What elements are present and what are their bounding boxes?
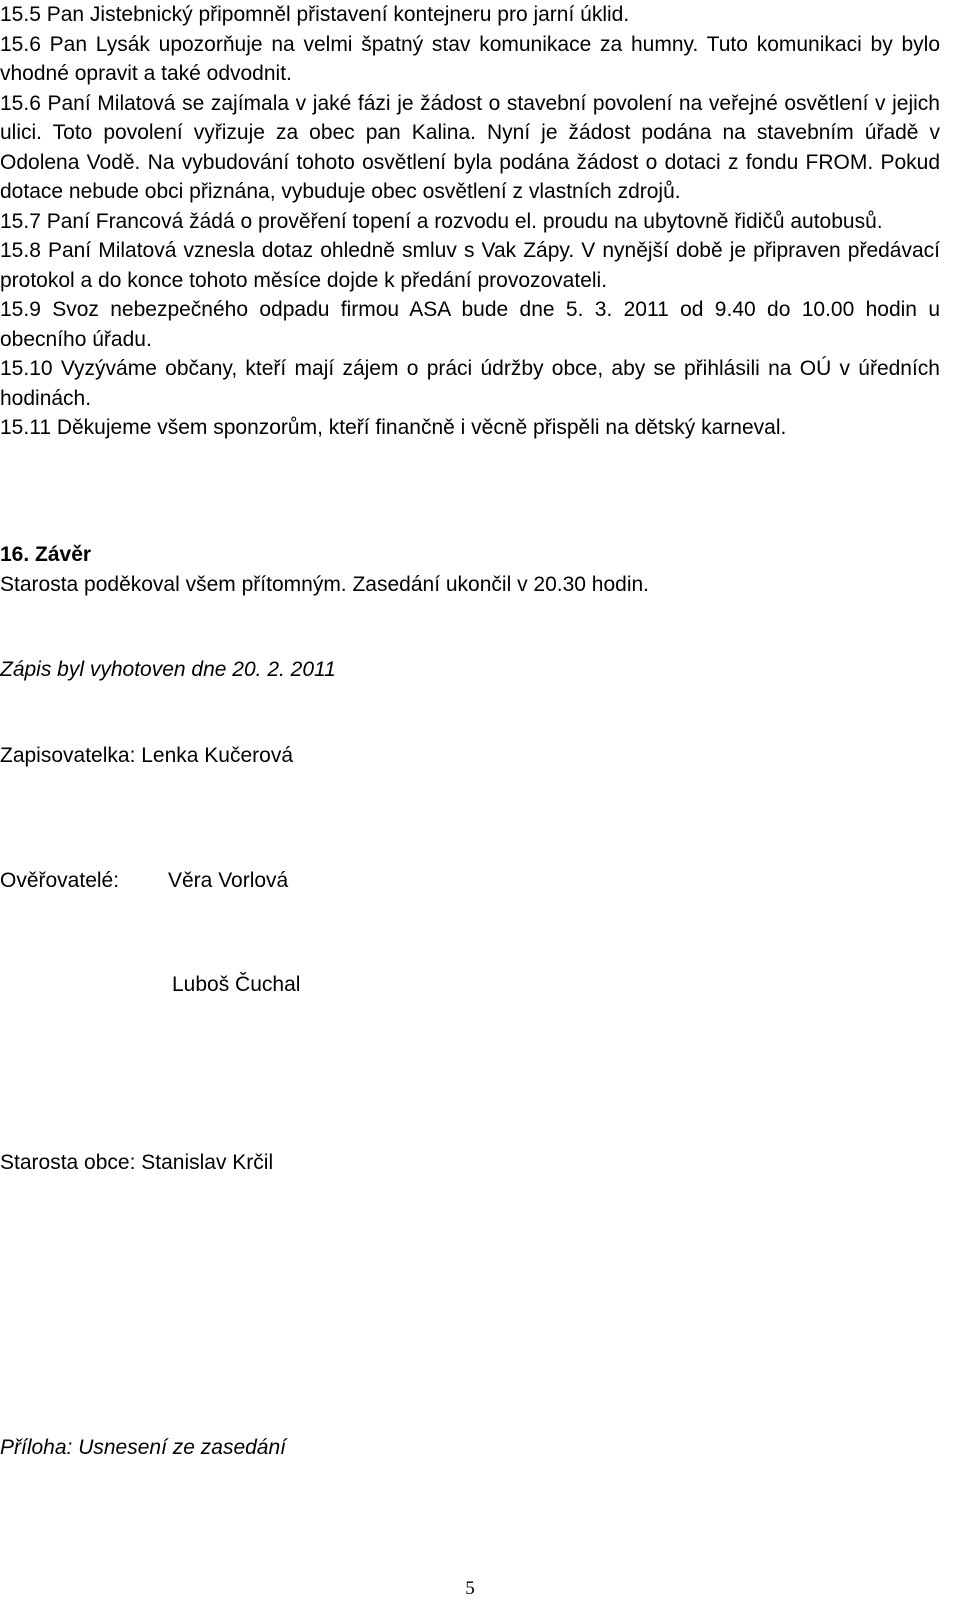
verifier-first: Věra Vorlová — [168, 869, 289, 892]
attachment: Příloha: Usnesení ze zasedání — [0, 1436, 287, 1459]
item-15-6-milatova: 15.6 Paní Milatová se zajímala v jaké fázi je žádost o stavební povolení na veřejné osvětlení v jejich ulici. Toto povolení vyřizuje za obec pan Kalina. Nyní je žádost podána na stavebním úřadě v Odolena Vodě. Na vybudování tohoto osvětlení byla podána žádost o dotaci z fondu FROM. Pokud dotace nebude obci přiznána, vybuduje obec osvětlení z vlastních zdrojů. — [0, 91, 940, 203]
item-15-6-lysak: 15.6 Pan Lysák upozorňuje na velmi špatný stav komunikace za humny. Tuto komunikaci by bylo vhodné opravit a také odvodnit. — [0, 32, 940, 85]
item-15-5: 15.5 Pan Jistebnický připomněl přistavení kontejneru pro jarní úklid. — [0, 3, 630, 26]
item-15-7: 15.7 Paní Francová žádá o prověření topení a rozvodu el. proudu na ubytovně řidičů autobusů. — [0, 209, 883, 233]
minutes-items — [0, 0, 940, 443]
item-15-11: 15.11 Děkujeme všem sponzorům, kteří finančně i věcně přispěli na dětský karneval. — [0, 416, 787, 439]
section-16-heading: 16. Závěr — [0, 543, 92, 566]
item-15-9: 15.9 Svoz nebezpečného odpadu firmou ASA bude dne 5. 3. 2011 od 9.40 do 10.00 hodin u obecního úřadu. — [0, 298, 940, 351]
item-15-10: 15.10 Vyzýváme občany, kteří mají zájem o práci údržby obce, aby se přihlásili na OÚ v úředních hodinách. — [0, 357, 940, 410]
page-number: 5 — [465, 1578, 475, 1599]
item-15-8: 15.8 Paní Milatová vznesla dotaz ohledně smluv s Vak Zápy. V nynější době je připraven předávací protokol a do konce tohoto měsíce dojde k předání provozovateli. — [0, 239, 940, 292]
verifier-second: Luboš Čuchal — [172, 973, 301, 996]
recorder: Zapisovatelka: Lenka Kučerová — [0, 744, 294, 767]
mayor: Starosta obce: Stanislav Krčil — [0, 1151, 274, 1174]
verifiers-label: Ověřovatelé: — [0, 869, 120, 892]
minutes-date: Zápis byl vyhotoven dne 20. 2. 2011 — [0, 658, 336, 681]
section-16-text: Starosta poděkoval všem přítomným. Zasedání ukončil v 20.30 hodin. — [0, 573, 650, 596]
